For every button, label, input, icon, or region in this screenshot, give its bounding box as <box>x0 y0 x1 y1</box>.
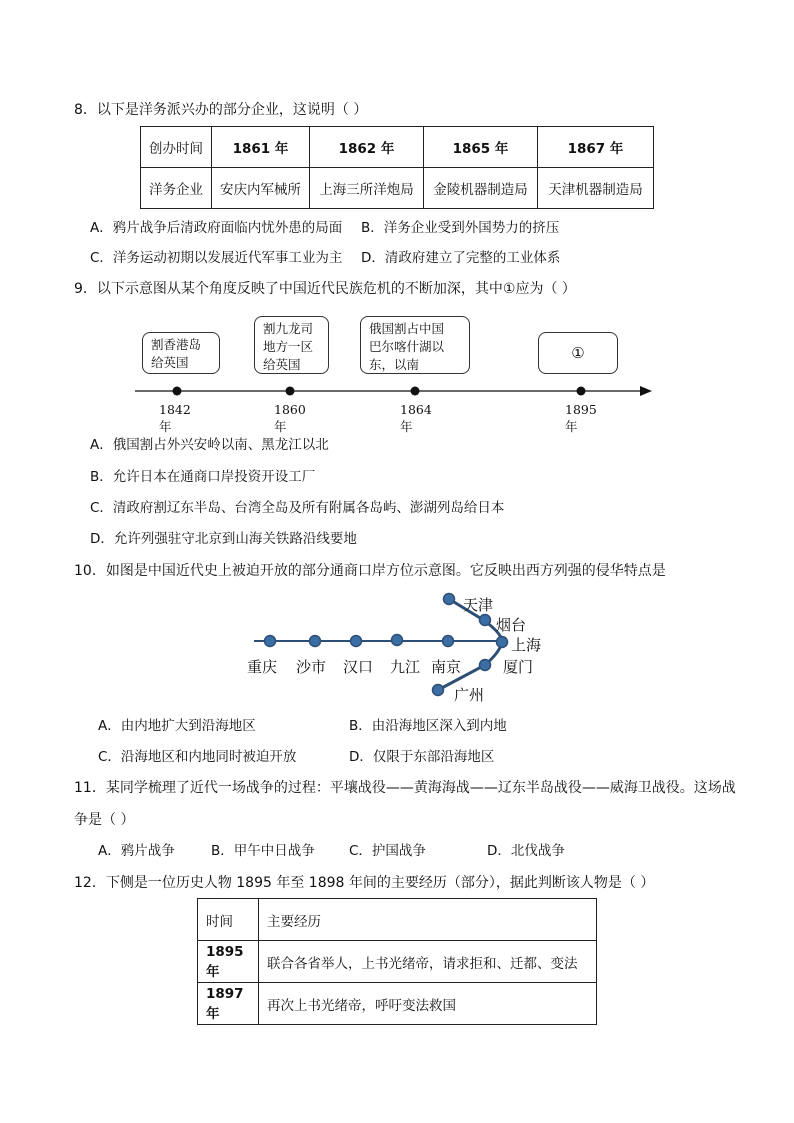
q11-option-a[interactable]: A．鸦片战争 <box>98 843 175 859</box>
timeline-box-text: 给英国 <box>151 355 189 370</box>
q11-stem-line1: 11．某同学梳理了近代一场战争的过程：平壤战役——黄海海战——辽东半岛战役——威海卫战役。这场战 <box>74 780 736 796</box>
q8-stem: 8．以下是洋务派兴办的部分企业，这说明（ ） <box>74 102 368 118</box>
q9-option-a[interactable]: A．俄国割占外兴安岭以南、黑龙江以北 <box>90 437 329 453</box>
port-dot-chongqing <box>265 636 276 647</box>
q8-table-year-cell: 1861 年 <box>212 127 310 168</box>
q11-option-b[interactable]: B．甲午中日战争 <box>211 843 315 859</box>
q8-option-a[interactable]: A．鸦片战争后清政府面临内忧外患的局面 <box>90 220 343 236</box>
q12-stem: 12．下侧是一位历史人物 1895 年至 1898 年间的主要经历（部分），据此判断该人物是（ ） <box>74 875 655 891</box>
q8-table-year-cell: 1862 年 <box>310 127 424 168</box>
q12-table-year-cell: 1895 年 <box>198 941 259 983</box>
q8-option-c[interactable]: C．洋务运动初期以发展近代军事工业为主 <box>90 250 343 266</box>
q12-table-event-cell: 联合各省举人，上书光绪帝，请求拒和、迁都、变法 <box>259 941 597 983</box>
q10-option-a[interactable]: A．由内地扩大到沿海地区 <box>98 718 256 734</box>
timeline-box-text: 地方一区 <box>263 339 314 354</box>
q12-table-header-cell: 主要经历 <box>259 899 597 941</box>
port-dot-xiamen <box>480 660 491 671</box>
timeline-year: 1860年 <box>274 402 306 434</box>
q10-stem: 10．如图是中国近代史上被迫开放的部分通商口岸方位示意图。它反映出西方列强的侵华特点是 <box>74 563 666 579</box>
timeline-box-1895: ① <box>538 332 618 374</box>
q8-table-header-cell: 洋务企业 <box>141 168 212 209</box>
q11-option-d[interactable]: D．北伐战争 <box>487 843 565 859</box>
timeline-box-text: 割九龙司 <box>263 321 314 336</box>
timeline-year: 1842年 <box>159 402 191 434</box>
q10-option-d[interactable]: D．仅限于东部沿海地区 <box>349 749 495 765</box>
q12-table <box>197 898 597 1025</box>
city-label: 天津 <box>463 596 494 614</box>
city-label: 九江 <box>390 658 421 676</box>
port-dot-yantai <box>480 615 491 626</box>
city-label: 南京 <box>431 658 462 676</box>
q8-table-enterprise-cell: 金陵机器制造局 <box>424 168 538 209</box>
q8-option-b[interactable]: B．洋务企业受到外国势力的挤压 <box>361 220 560 236</box>
q8-table-enterprise-cell: 安庆内军械所 <box>212 168 310 209</box>
timeline-box-text: 巴尔喀什湖以 <box>369 339 445 354</box>
q10-option-b[interactable]: B．由沿海地区深入到内地 <box>349 718 507 734</box>
q11-stem-line2: 争是（ ） <box>74 812 135 828</box>
timeline-year: 1864年 <box>400 402 432 434</box>
q8-option-d[interactable]: D．清政府建立了完整的工业体系 <box>361 250 561 266</box>
city-label: 汉口 <box>343 658 374 676</box>
city-label: 沙市 <box>296 658 327 676</box>
q8-table-enterprise-cell: 天津机器制造局 <box>538 168 654 209</box>
q8-table-header-cell: 创办时间 <box>141 127 212 168</box>
city-label: 烟台 <box>496 616 527 634</box>
port-dot-jiujiang <box>392 635 403 646</box>
timeline-box-text: 给英国 <box>263 357 301 372</box>
timeline-box-text: 割香港岛 <box>151 337 202 352</box>
port-dot-shanghai <box>497 637 508 648</box>
q10-option-c[interactable]: C．沿海地区和内地同时被迫开放 <box>98 749 297 765</box>
q9-option-d[interactable]: D．允许列强驻守北京到山海关铁路沿线要地 <box>90 531 357 547</box>
q11-option-c[interactable]: C．护国战争 <box>349 843 426 859</box>
city-label: 广州 <box>454 686 485 704</box>
q9-option-b[interactable]: B．允许日本在通商口岸投资开设工厂 <box>90 469 316 485</box>
q8-table-year-cell: 1867 年 <box>538 127 654 168</box>
city-label: 厦门 <box>503 658 534 676</box>
timeline-box-text: 俄国割占中国 <box>369 321 445 336</box>
port-dot-hankou <box>351 636 362 647</box>
port-dot-tianjin <box>444 594 455 605</box>
q9-stem: 9．以下示意图从某个角度反映了中国近代民族危机的不断加深，其中①应为（ ） <box>74 281 576 297</box>
timeline-year: 1895年 <box>565 402 597 434</box>
q8-table-year-cell: 1865 年 <box>424 127 538 168</box>
port-dot-nanjing <box>443 636 454 647</box>
q9-option-c[interactable]: C．清政府割辽东半岛、台湾全岛及所有附属各岛屿、澎湖列岛给日本 <box>90 500 505 516</box>
port-dot-shashi <box>310 636 321 647</box>
q12-table-year-cell: 1897 年 <box>198 983 259 1025</box>
q8-table-enterprise-cell: 上海三所洋炮局 <box>310 168 424 209</box>
q12-table-event-cell: 再次上书光绪帝，呼吁变法救国 <box>259 983 597 1025</box>
port-dot-guangzhou <box>433 685 444 696</box>
city-label: 重庆 <box>247 658 278 676</box>
city-label: 上海 <box>511 636 542 654</box>
q12-table-header-cell: 时间 <box>198 899 259 941</box>
timeline-box-text: 东，以南 <box>369 357 420 372</box>
